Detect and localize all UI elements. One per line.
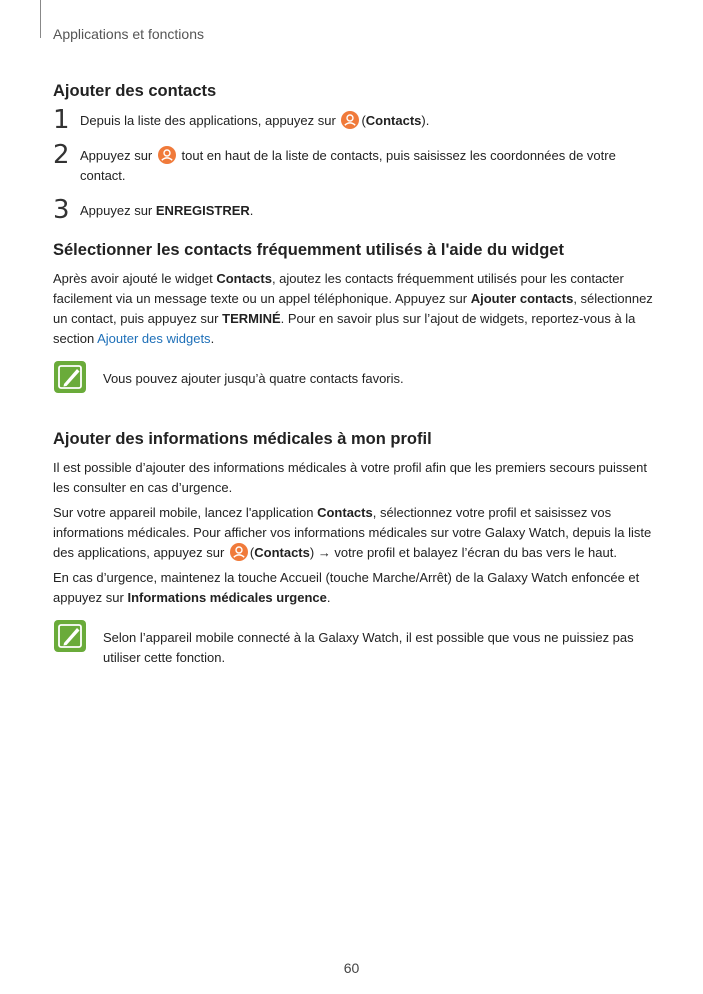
- note-pencil-icon: [53, 619, 87, 653]
- link-ajouter-widgets[interactable]: Ajouter des widgets: [97, 331, 211, 346]
- medical-paragraph-2: Sur votre appareil mobile, lancez l'application Contacts, sélectionnez votre profil et saisissez vos informations médicales. Pour afficher vos informations médicales sur votre Galaxy Watch, depuis la liste des applications, appuyez sur (Contacts) → votre profil et balayez l’écran du bas vers le haut.: [53, 505, 652, 560]
- contacts-app-icon: [341, 111, 359, 129]
- page-number: 60: [343, 960, 360, 976]
- note-text: Selon l’appareil mobile connecté à la Galaxy Watch, il est possible que vous ne puissiez pas utiliser cette fonction.: [103, 630, 634, 665]
- step-1: 1 Depuis la liste des applications, appuyez sur (Contacts).: [53, 105, 430, 135]
- note-text: Vous pouvez ajouter jusqu’à quatre contacts favoris.: [103, 371, 404, 386]
- medical-paragraph-1: Il est possible d’ajouter des informations médicales à votre profil afin que les premiers secours puissent les consulter en cas d’urgence.: [53, 460, 647, 495]
- section-title-ajouter-contacts: Ajouter des contacts: [53, 82, 217, 100]
- contacts-app-icon: [230, 543, 248, 561]
- add-contact-icon: [158, 146, 176, 164]
- section-title-medical: Ajouter des informations médicales à mon profil: [53, 430, 432, 448]
- save-label: ENREGISTRER: [155, 203, 250, 218]
- medical-paragraph-3: En cas d’urgence, maintenez la touche Accueil (touche Marche/Arrêt) de la Galaxy Watch enfoncée et appuyez sur Informations médicales urgence.: [53, 570, 640, 605]
- note-compatibility: [53, 619, 653, 668]
- step-number: 2: [53, 140, 70, 170]
- step-3: 3 Appuyez sur ENREGISTRER.: [53, 195, 254, 225]
- page-content: [53, 82, 653, 668]
- section-title-widget: Sélectionner les contacts fréquemment utilisés à l'aide du widget: [53, 241, 564, 259]
- header-rule: [40, 0, 41, 38]
- step-number: 1: [53, 105, 70, 135]
- note-pencil-icon: [53, 360, 87, 394]
- contacts-app-name: Contacts: [365, 113, 422, 128]
- widget-paragraph: Après avoir ajouté le widget Contacts, ajoutez les contacts fréquemment utilisés pour les contacter facilement via un message texte ou un appel téléphonique. Appuyez sur Ajouter contacts, sélectionnez un contact, puis appuyez sur TERMINÉ. Pour en savoir plus sur l’ajout de widgets, reportez-vous à la section Ajouter des widgets.: [53, 271, 653, 346]
- note-favorites: [53, 360, 653, 394]
- running-head: Applications et fonctions: [53, 26, 204, 42]
- step-number: 3: [53, 195, 70, 225]
- step-2: 2 Appuyez sur tout en haut de la liste de contacts, puis saisissez les coordonnées de votre contact.: [53, 140, 616, 183]
